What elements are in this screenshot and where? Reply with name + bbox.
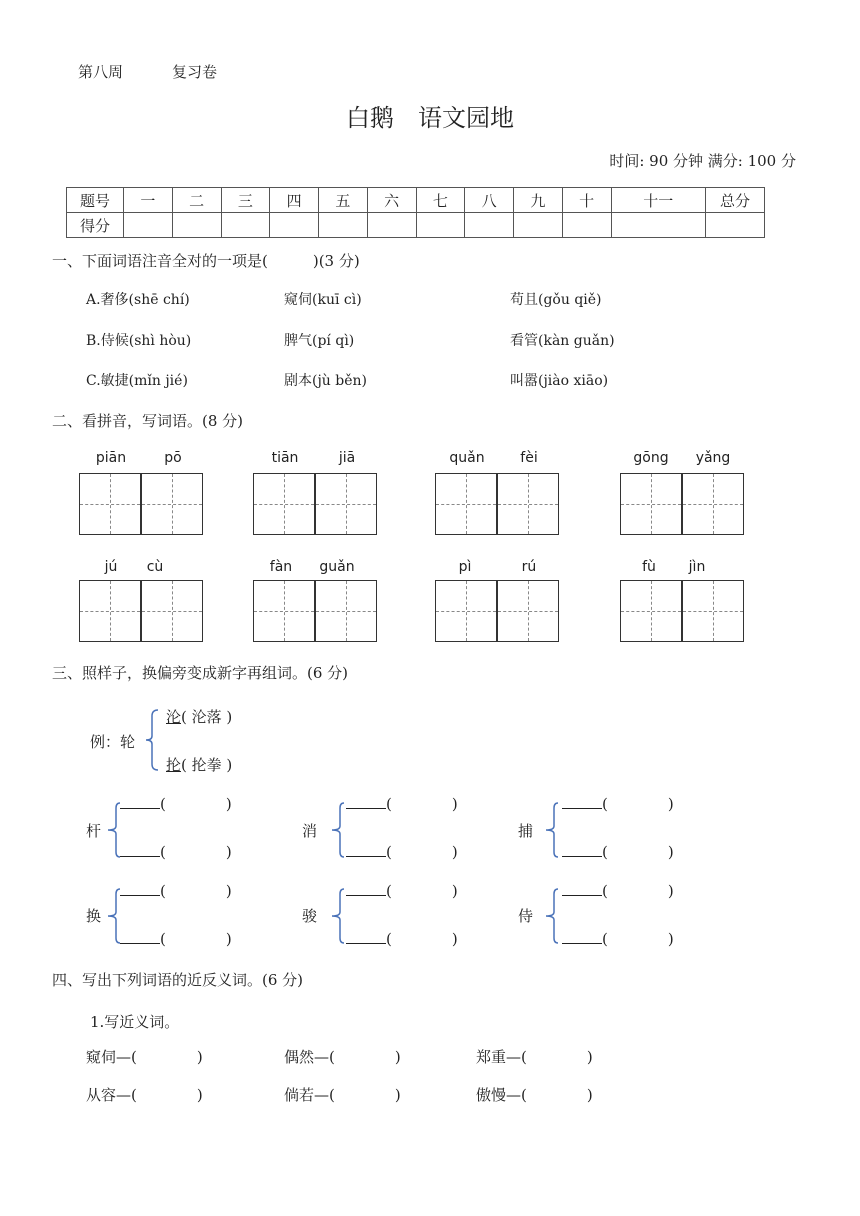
blank-field[interactable]	[346, 794, 386, 809]
writing-box[interactable]	[682, 473, 744, 535]
q1-option: 窥伺(kuī cì)	[284, 292, 362, 308]
paren-field[interactable]: ( )	[386, 882, 458, 900]
score-input-cell[interactable]	[611, 213, 706, 238]
table-cell: 四	[270, 188, 319, 213]
answer-line[interactable]	[562, 880, 674, 901]
bracket	[542, 886, 560, 946]
question-3-title: 三、照样子，换偏旁变成新字再组词。(6 分)	[52, 664, 349, 682]
answer-line[interactable]	[120, 880, 232, 901]
score-input-cell[interactable]	[416, 213, 465, 238]
table-cell: 七	[416, 188, 465, 213]
q1-option[interactable]: C.敏捷(mǐn jié)	[86, 373, 188, 389]
writing-box[interactable]	[141, 473, 203, 535]
pinyin-label: jú	[104, 559, 118, 575]
q4-subheading: 1.写近义词。	[90, 1013, 180, 1031]
example-char-b: 抡	[166, 756, 182, 774]
synonym-item[interactable]: 窥伺—( )	[86, 1048, 203, 1066]
writing-box[interactable]	[435, 473, 497, 535]
score-input-cell[interactable]	[319, 213, 368, 238]
answer-line[interactable]	[562, 841, 674, 862]
blank-field[interactable]	[346, 842, 386, 857]
table-cell: 五	[319, 188, 368, 213]
example-bracket	[142, 708, 162, 772]
example-answer-b	[166, 754, 232, 775]
pinyin-label: cù	[146, 559, 164, 575]
score-input-cell[interactable]	[562, 213, 611, 238]
writing-box[interactable]	[79, 580, 141, 642]
table-cell: 一	[124, 188, 173, 213]
writing-box[interactable]	[315, 473, 377, 535]
synonym-item[interactable]: 从容—( )	[86, 1086, 203, 1104]
bracket	[328, 886, 346, 946]
score-input-cell[interactable]	[172, 213, 221, 238]
writing-box[interactable]	[141, 580, 203, 642]
writing-box[interactable]	[315, 580, 377, 642]
score-input-cell[interactable]	[367, 213, 416, 238]
exam-meta: 时间: 90 分钟 满分: 100 分	[609, 152, 796, 170]
example-word-b: ( 抡拳 )	[181, 756, 233, 774]
pinyin-label: piān	[95, 450, 127, 466]
pinyin-label: fù	[642, 559, 656, 575]
pinyin-label: guǎn	[319, 559, 355, 575]
answer-line[interactable]	[562, 793, 674, 814]
q1-option: 苟且(gǒu qiě)	[510, 292, 602, 308]
paren-field[interactable]: ( )	[602, 795, 674, 813]
table-cell: 题号	[67, 188, 124, 213]
blank-field[interactable]	[346, 929, 386, 944]
paper-type-label: 复习卷	[172, 63, 218, 81]
week-label: 第八周	[78, 63, 124, 81]
blank-field[interactable]	[120, 794, 160, 809]
blank-field[interactable]	[120, 929, 160, 944]
paren-field[interactable]: ( )	[602, 882, 674, 900]
blank-field[interactable]	[562, 842, 602, 857]
writing-box[interactable]	[682, 580, 744, 642]
q1-option[interactable]: A.奢侈(shē chí)	[86, 292, 190, 308]
table-cell: 二	[172, 188, 221, 213]
paren-field[interactable]: ( )	[602, 843, 674, 861]
synonym-item[interactable]: 郑重—( )	[476, 1048, 593, 1066]
answer-line[interactable]	[346, 928, 458, 949]
q1-option[interactable]: B.侍候(shì hòu)	[86, 333, 192, 349]
question-2-title: 二、看拼音，写词语。(8 分)	[52, 412, 244, 430]
q1-option: 剧本(jù běn)	[284, 373, 367, 389]
pinyin-label: pì	[458, 559, 472, 575]
blank-field[interactable]	[562, 929, 602, 944]
blank-field[interactable]	[120, 881, 160, 896]
table-cell: 三	[221, 188, 270, 213]
answer-line[interactable]	[346, 841, 458, 862]
table-cell: 十一	[611, 188, 706, 213]
pinyin-label: quǎn	[449, 450, 485, 466]
bracket	[542, 800, 560, 860]
writing-box[interactable]	[79, 473, 141, 535]
example-label: 例：轮	[90, 733, 136, 751]
synonym-item[interactable]: 偶然—( )	[284, 1048, 401, 1066]
score-input-cell[interactable]	[465, 213, 514, 238]
pinyin-label: jiā	[338, 450, 356, 466]
pinyin-label: gōng	[633, 450, 669, 466]
writing-box[interactable]	[253, 580, 315, 642]
score-input-cell[interactable]	[706, 213, 765, 238]
writing-box[interactable]	[253, 473, 315, 535]
q1-option: 叫嚣(jiào xiāo)	[510, 373, 609, 389]
base-char: 骏	[302, 907, 318, 925]
example-char-a: 沦	[166, 708, 182, 726]
question-1-title: 一、下面词语注音全对的一项是( )(3 分)	[52, 252, 360, 270]
q1-option: 脾气(pí qì)	[284, 333, 355, 349]
base-char: 杆	[86, 822, 102, 840]
pinyin-label: yǎng	[695, 450, 731, 466]
synonym-item[interactable]: 傲慢—( )	[476, 1086, 593, 1104]
table-cell: 十	[562, 188, 611, 213]
pinyin-label: tiān	[271, 450, 299, 466]
pinyin-label: fèi	[520, 450, 538, 466]
answer-line[interactable]	[562, 928, 674, 949]
paren-field[interactable]: ( )	[386, 930, 458, 948]
pinyin-label: rú	[521, 559, 537, 575]
base-char: 消	[302, 822, 318, 840]
score-input-cell[interactable]	[270, 213, 319, 238]
table-cell: 九	[514, 188, 563, 213]
example-answer-a	[166, 706, 232, 727]
paren-field[interactable]: ( )	[160, 795, 232, 813]
table-cell: 得分	[67, 213, 124, 238]
pinyin-label: jìn	[688, 559, 706, 575]
question-4-title: 四、写出下列词语的近反义词。(6 分)	[52, 971, 304, 989]
score-table-score-row	[67, 213, 765, 238]
answer-line[interactable]	[120, 928, 232, 949]
pinyin-label: pō	[164, 450, 182, 466]
blank-field[interactable]	[346, 881, 386, 896]
answer-line[interactable]	[346, 793, 458, 814]
base-char: 侍	[518, 907, 534, 925]
table-cell: 六	[367, 188, 416, 213]
blank-field[interactable]	[562, 881, 602, 896]
blank-field[interactable]	[562, 794, 602, 809]
blank-field[interactable]	[120, 842, 160, 857]
writing-box[interactable]	[435, 580, 497, 642]
base-char: 换	[86, 907, 102, 925]
table-cell: 八	[465, 188, 514, 213]
score-input-cell[interactable]	[514, 213, 563, 238]
table-cell: 总分	[706, 188, 765, 213]
q1-option: 看管(kàn guǎn)	[510, 333, 615, 349]
score-input-cell[interactable]	[221, 213, 270, 238]
bracket	[328, 800, 346, 860]
score-table	[66, 187, 765, 238]
paren-field[interactable]: ( )	[386, 843, 458, 861]
page-title: 白鹅 语文园地	[346, 104, 514, 132]
writing-box[interactable]	[620, 473, 682, 535]
answer-line[interactable]	[120, 793, 232, 814]
writing-box[interactable]	[497, 473, 559, 535]
answer-line[interactable]	[346, 880, 458, 901]
score-table-header-row	[67, 188, 765, 213]
base-char: 捕	[518, 822, 534, 840]
paren-field[interactable]: ( )	[160, 882, 232, 900]
paren-field[interactable]: ( )	[160, 930, 232, 948]
example-word-a: ( 沦落 )	[181, 708, 233, 726]
writing-box[interactable]	[620, 580, 682, 642]
synonym-item[interactable]: 倘若—( )	[284, 1086, 401, 1104]
pinyin-label: fàn	[269, 559, 293, 575]
paren-field[interactable]: ( )	[386, 795, 458, 813]
paren-field[interactable]: ( )	[602, 930, 674, 948]
writing-box[interactable]	[497, 580, 559, 642]
answer-line[interactable]	[120, 841, 232, 862]
paren-field[interactable]: ( )	[160, 843, 232, 861]
score-input-cell[interactable]	[124, 213, 173, 238]
